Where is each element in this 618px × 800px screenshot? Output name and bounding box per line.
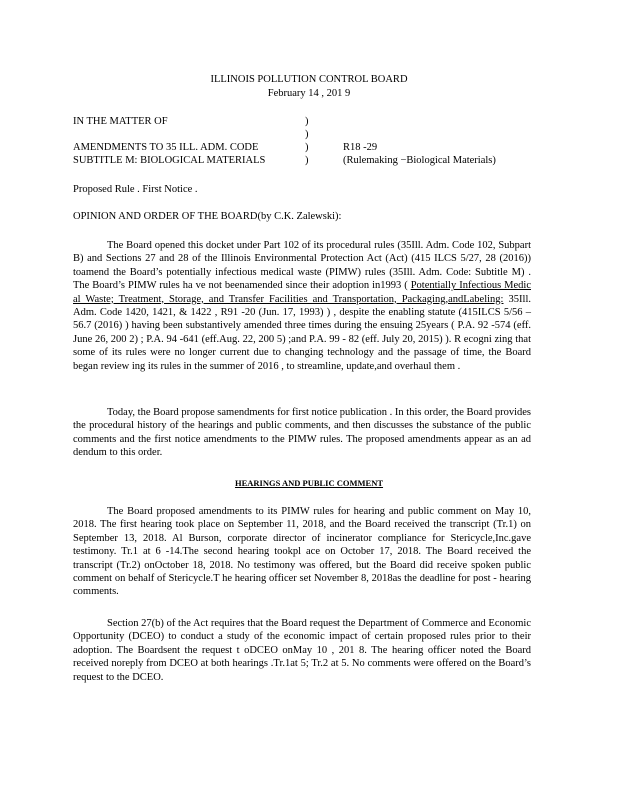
caption-matter: IN THE MATTER OF — [73, 116, 168, 127]
paragraph-3-text: The Board proposed amendments to its PIMW rules for hearing and public comment on May 10, 2018. The first hearing took place on September 11, 2018, and the Board received the transcript (Tr.1) on September 13, 2018. Al Burson, corporate director of incinerator compliance for Stericycle,Inc.gave testimony. Tr.1 at 6 -14.The second hearing tookpl ace on October 17, 2018. The Board received the transcript (Tr.2) onOctober 18, 2018. No testimony was offered, but the Board did receive spoken public comment on behalf of Stericycle.T he hearing officer set November 8, 2018as the deadline for post - hearing comments. — [73, 506, 531, 598]
caption-paren: ) — [305, 142, 309, 153]
caption-paren: ) — [305, 116, 309, 127]
paragraph-1-text-a: The Board opened this docket under Part 102 of its procedural rules (35Ill. Adm. Code 102, Subpart B) and Sections 27 and 28 of the Illinois Environmental Protection Act (Act) (415 ILCS 5/27, 28 (2016)) toamend the Board’s potentially infectious medical waste (PIMW) rules (35Ill. Adm. Code: Subtitle M) . The Board’s PIMW rules ha ve not beenamended since their adoption in1993 ( — [73, 240, 531, 292]
paragraph-1 — [73, 239, 531, 373]
opinion-heading: OPINION AND ORDER OF THE BOARD(by C.K. Zalewski): — [73, 211, 342, 222]
caption-paren: ) — [305, 129, 309, 140]
paragraph-3 — [73, 505, 531, 599]
document-date: February 14 , 201 9 — [267, 88, 351, 99]
rule-title-underlined: Potentially Infectious Medic al Waste; Treatment, Storage, and Transfer Facilities and Transportation, Packaging,andLabeling: — [73, 280, 531, 305]
paragraph-4 — [73, 617, 531, 684]
paragraph-2 — [73, 406, 531, 460]
paragraph-4-text: Section 27(b) of the Act requires that the Board request the Department of Commerce and Economic Opportunity (DCEO) to conduct a study of the economic impact of certain proposed rules prior to their adoption. The Boardsent the request t oDCEO onMay 10 , 201 8. The hearing officer noted the Board received noreply from DCEO at both hearings .Tr.1at 5; Tr.2 at 5. No comments were offered on the Board’s request to the DCEO. — [73, 618, 531, 683]
paragraph-1-text-b: 35Ill. Adm. Code 1420, 1421, & 1422 , R91 -20 (Jun. 17, 1993) ) , despite the enabling statute (415ILCS 5/56 –56.7 (2016) ) having been substantively amended three times during the ensuing 25years ( P.A. 92 -574 (eff. June 26, 200 2) ; P.A. 94 -641 (eff.Aug. 22, 200 5) ;and P.A. 99 - 82 (eff. July 20, 2015) ). R ecogni zing that some of its rules were no longer current due to changing technology and the passage of time, the Board began review ing its rules in the summer of 2016 , to streamline, update,and overhaul them . — [73, 293, 531, 372]
section-heading: HEARINGS AND PUBLIC COMMENT — [234, 478, 384, 488]
board-name: ILLINOIS POLLUTION CONTROL BOARD — [210, 74, 408, 85]
caption-title-line1: AMENDMENTS TO 35 ILL. ADM. CODE — [73, 142, 259, 153]
caption-title-line2: SUBTITLE M: BIOLOGICAL MATERIALS — [73, 155, 266, 166]
docket-description: (Rulemaking −Biological Materials) — [343, 155, 496, 166]
paragraph-2-text: Today, the Board propose samendments for first notice publication . In this order, the Board provides the procedural history of the hearings and public comments, and then discusses the substance of the public comments and the first notice amendments to the PIMW rules. The proposed amendments appear as an ad dendum to this order. — [73, 407, 531, 459]
caption-paren: ) — [305, 155, 309, 166]
proposed-rule-line: Proposed Rule . First Notice . — [73, 184, 198, 195]
docket-number: R18 -29 — [343, 142, 378, 153]
